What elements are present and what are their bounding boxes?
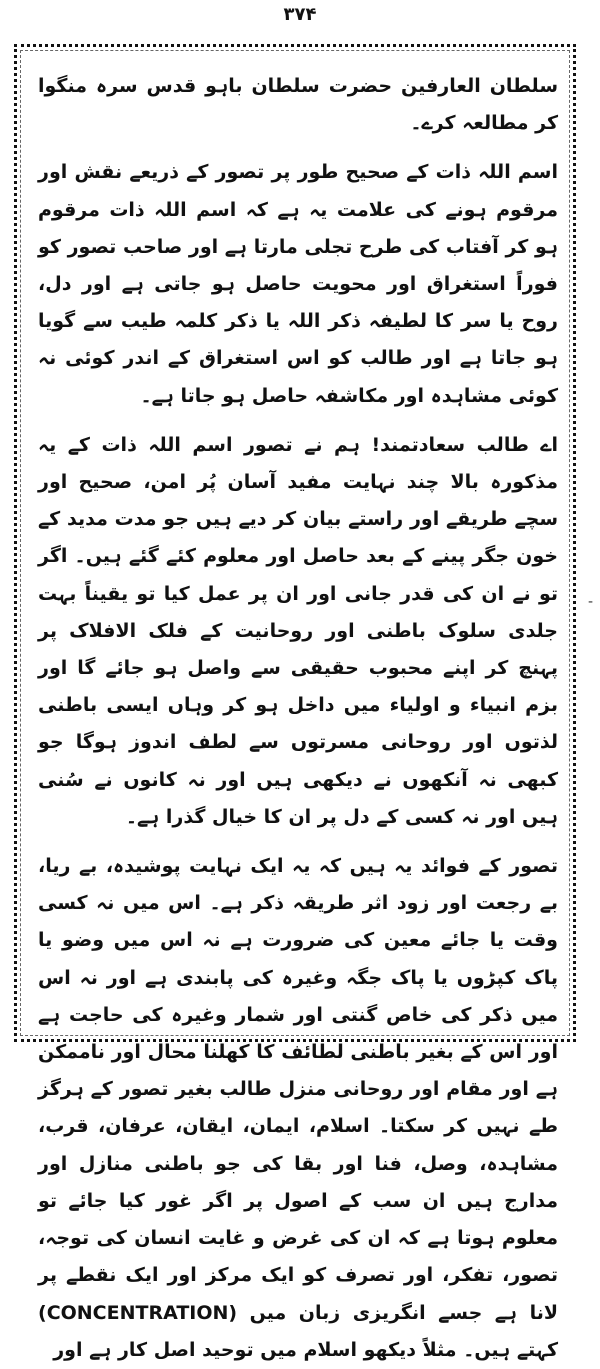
paragraph-4: تصور کے فوائد یہ ہیں کہ یہ ایک نہایت پوشیدہ، بے ریا، بے رجعت اور زود اثر طریقہ ذکر ہے۔ اس میں نہ کسی وقت یا جائے معین کی ضرورت ہے نہ اس میں وضو یا پاک کپڑوں یا پاک جگہ وغیرہ کی پابندی ہے اور نہ اس میں ذکر کی خاص گنتی اور شمار وغیرہ کی حاجت ہے اور اس کے بغیر باطنی لطائف کا کھلنا محال اور ناممکن ہے اور مقام اور روحانی منزل طالب بغیر تصور کے ہرگز طے نہیں کر سکتا۔ اسلام، ایمان، ایقان، عرفان، قرب، مشاہدہ، وصل، فنا اور بقا کی جو باطنی منازل اور مدارج ہیں ان سب کے اصول پر اگر غور کیا جائے تو معلوم ہوتا ہے کہ ان کی غرض و غایت انسان کی توجہ، تصور، تفکر، اور تصرف کو ایک مرکز اور ایک نقطے پر لانا ہے جسے انگریزی زبان میں (CONCENTRATION) کہتے ہیں۔ مثلاً دیکھو اسلام میں توحید اصل کار ہے اور [38,855,558,1361]
paragraph-1: سلطان العارفین حضرت سلطان باہو قدس سرہ منگوا کر مطالعہ کرے۔ [38,75,558,135]
paragraph-3: اے طالب سعادتمند! ہم نے تصور اسم اللہ ذات کے یہ مذکورہ بالا چند نہایت مفید آسان پُر امن، صحیح اور سچے طریقے اور راستے بیان کر دیے ہیں جو مدت مدید کے خون جگر پینے کے بعد حاصل اور معلوم کئے گئے ہیں۔ اگر تو نے ان کی قدر جانی اور ان پر عمل کیا تو یقیناً بہت جلدی سلوک باطنی اور روحانیت کے فلک الافلاک پر پہنچ کر اپنے محبوب حقیقی سے واصل ہو جائے گا اور بزم انبیاء و اولیاء میں داخل ہو کر وہاں ایسی باطنی لذتوں اور روحانی مسرتوں سے لطف اندوز ہوگا جو کبھی نہ آنکھوں نے دیکھی ہیں اور نہ کانوں نے سُنی ہیں اور نہ کسی کے دل پر ان کا خیال گذرا ہے۔ [38,433,558,828]
paragraph-2: اسم اللہ ذات کے صحیح طور پر تصور کے ذریعے نقش اور مرقوم ہونے کی علامت یہ ہے کہ اسم اللہ ذات مرقوم ہو کر آفتاب کی طرح تجلی مارتا ہے اور صاحب تصور کو فوراً استغراق اور محویت حاصل ہو جاتی ہے اور دل، روح یا سر کا لطیفہ ذکر اللہ یا ذکر کلمہ طیب سے گویا ہو جاتا ہے اور طالب کو اس استغراق کے اندر کوئی نہ کوئی مشاہدہ اور مکاشفہ حاصل ہو جاتا ہے۔ [38,161,558,407]
page-number: ۳۷۴ [283,4,317,25]
page-body [38,68,558,1369]
margin-mark: - [588,594,594,610]
